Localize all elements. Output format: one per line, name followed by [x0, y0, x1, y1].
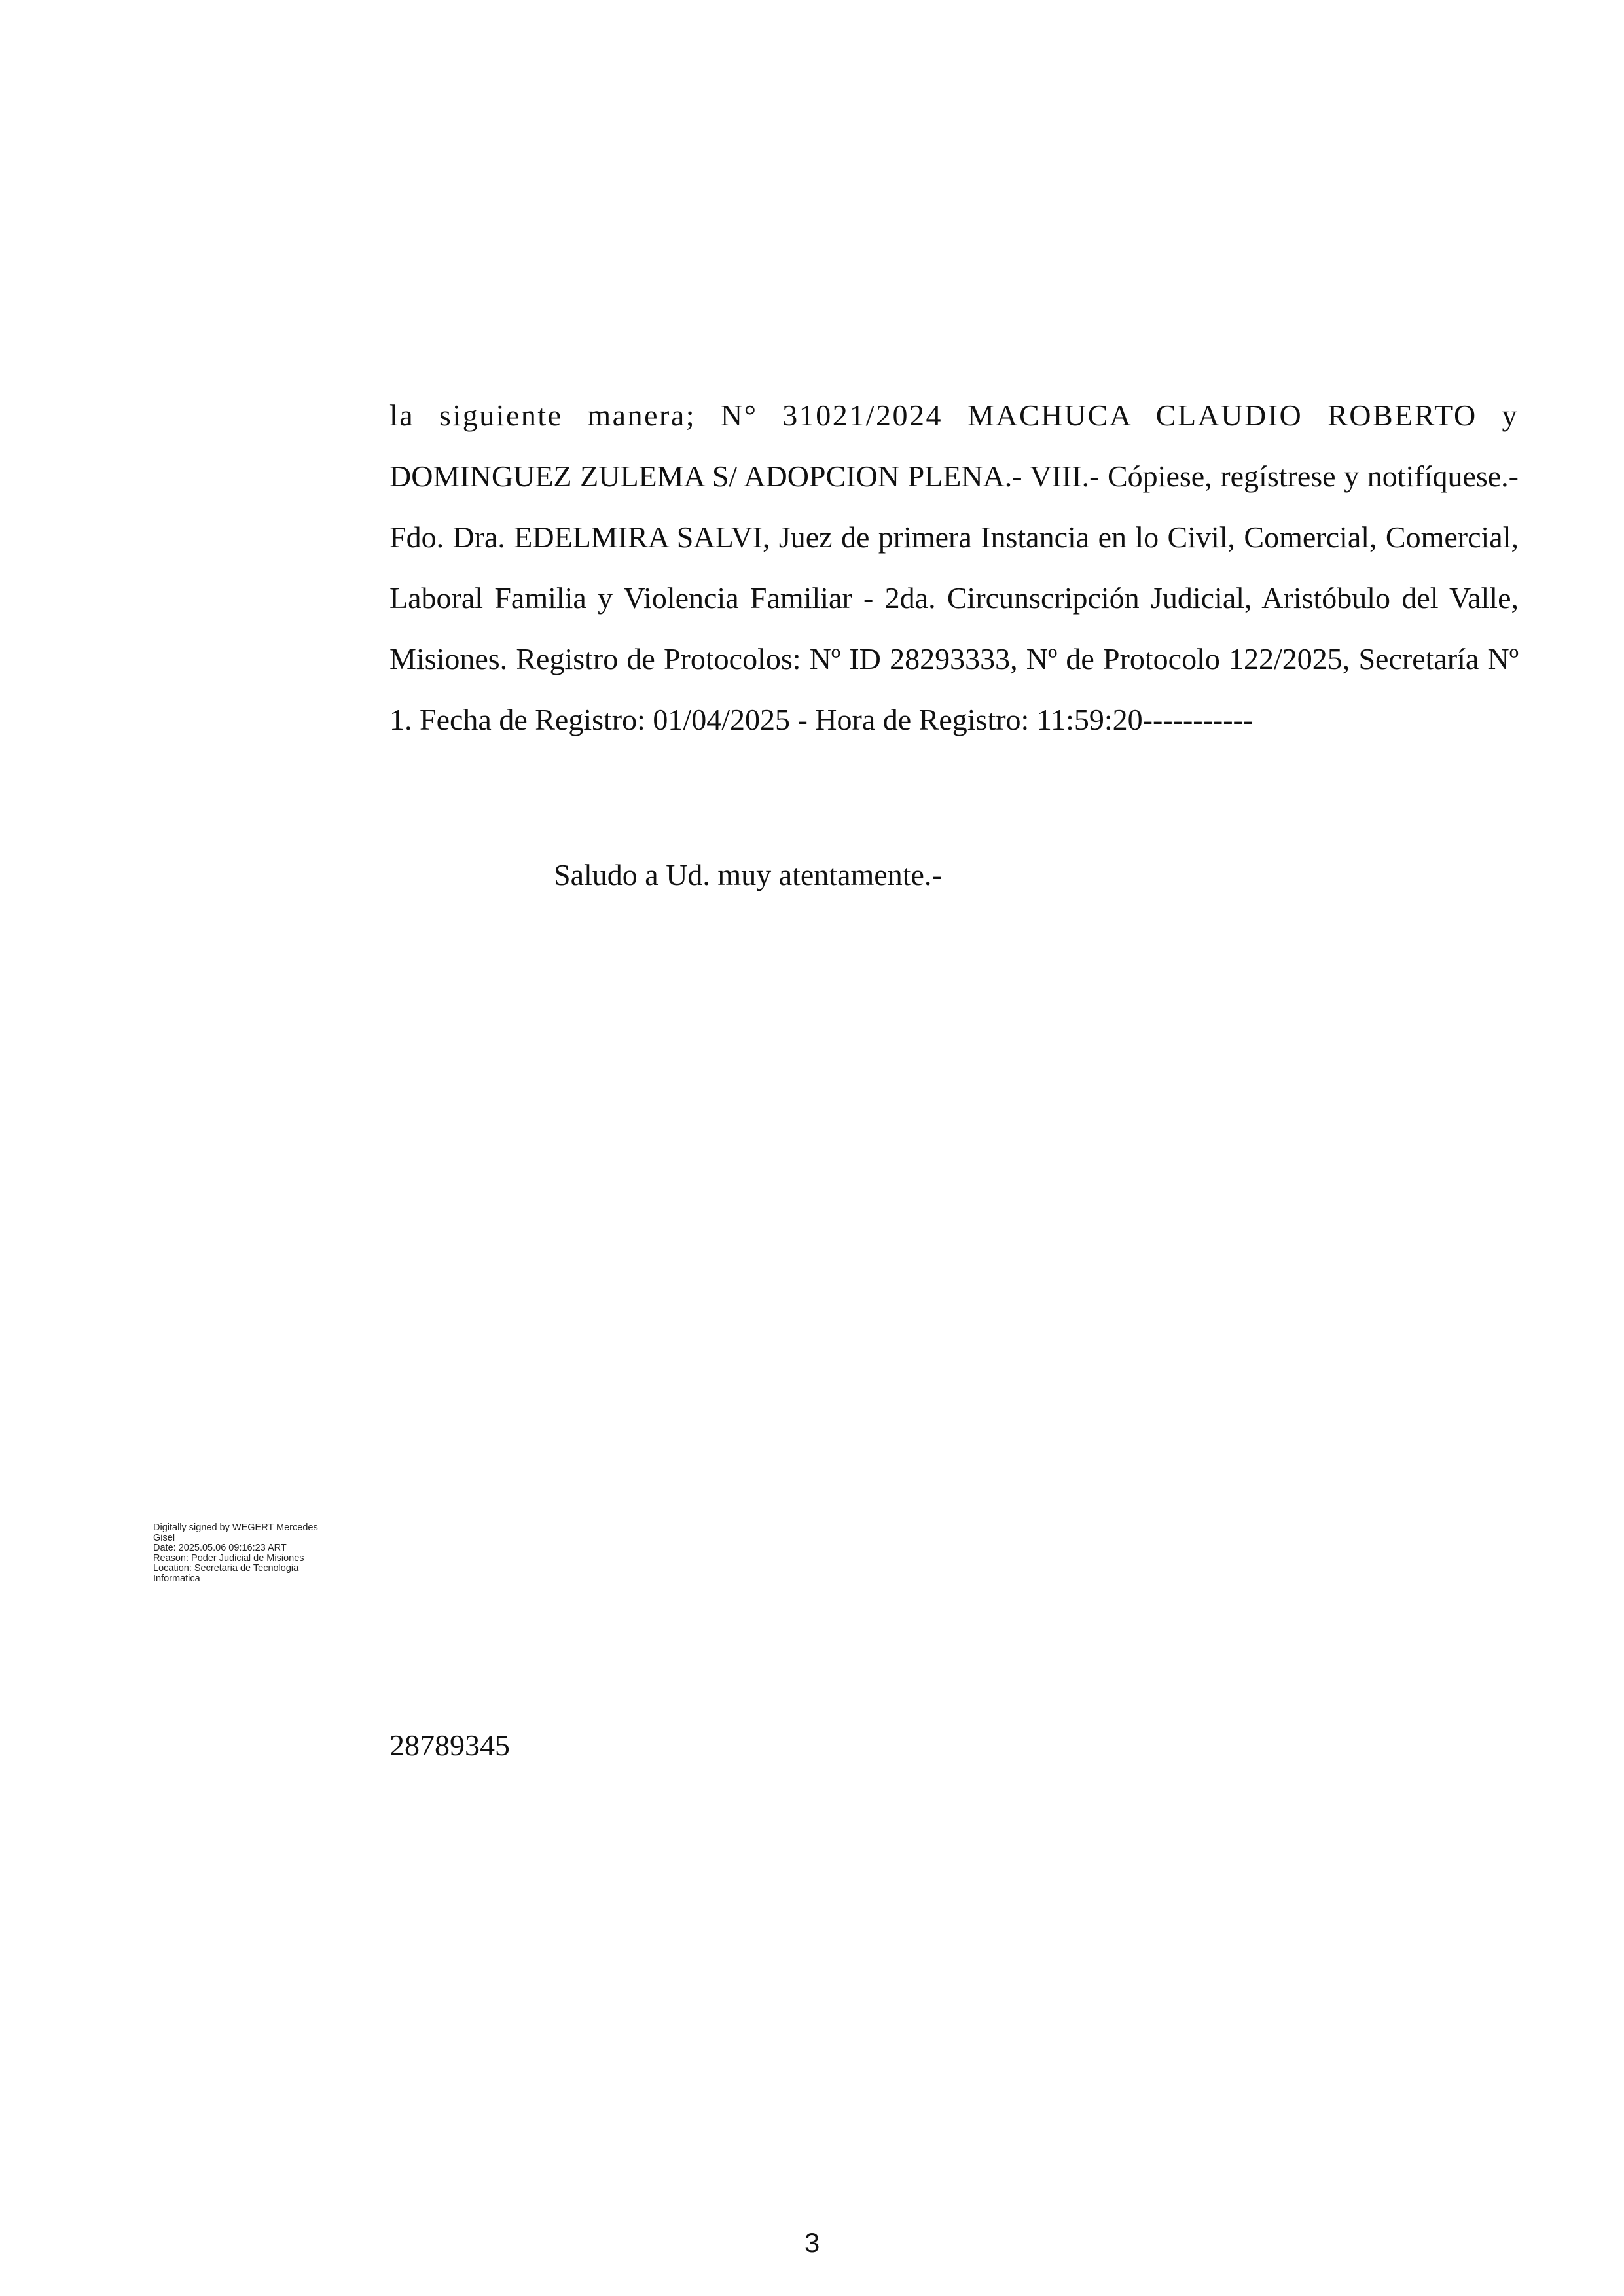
digital-signature-block [153, 1523, 369, 1584]
document-number: 28789345 [389, 1729, 510, 1762]
signature-reason: Reason: Poder Judicial de Misiones [153, 1552, 304, 1564]
signature-signed-by: Digitally signed by WEGERT Mercedes [153, 1522, 318, 1533]
signature-location: Location: Secretaria de Tecnologia [153, 1563, 299, 1573]
signature-signed-by-cont: Gisel [153, 1532, 175, 1543]
signature-location-cont: Informatica [153, 1573, 200, 1584]
body-first-line: la siguiente manera; N° 31021/2024 MACHUCA CLAUDIO ROBERTO y [389, 399, 1519, 432]
page-number: 3 [804, 2227, 820, 2258]
body-paragraph [389, 385, 1519, 750]
signature-date: Date: 2025.05.06 09:16:23 ART [153, 1543, 287, 1553]
closing-salutation: Saludo a Ud. muy atentamente.- [554, 858, 942, 891]
body-continuation: DOMINGUEZ ZULEMA S/ ADOPCION PLENA.- VIII.- Cópiese, regístrese y notifíquese.- Fdo. Dra. EDELMIRA SALVI, Juez de primera Instancia en lo Civil, Comercial, Comercial, Laboral Familia y Violencia Familiar - 2da. Circunscripción Judicial, Aristóbulo del Valle, Misiones. Registro de Protocolos: Nº ID 28293333, Nº de Protocolo 122/2025, Secretaría Nº 1. Fecha de Registro: 01/04/2025 - Hora de Registro: 11:59:20----------- [389, 459, 1519, 736]
